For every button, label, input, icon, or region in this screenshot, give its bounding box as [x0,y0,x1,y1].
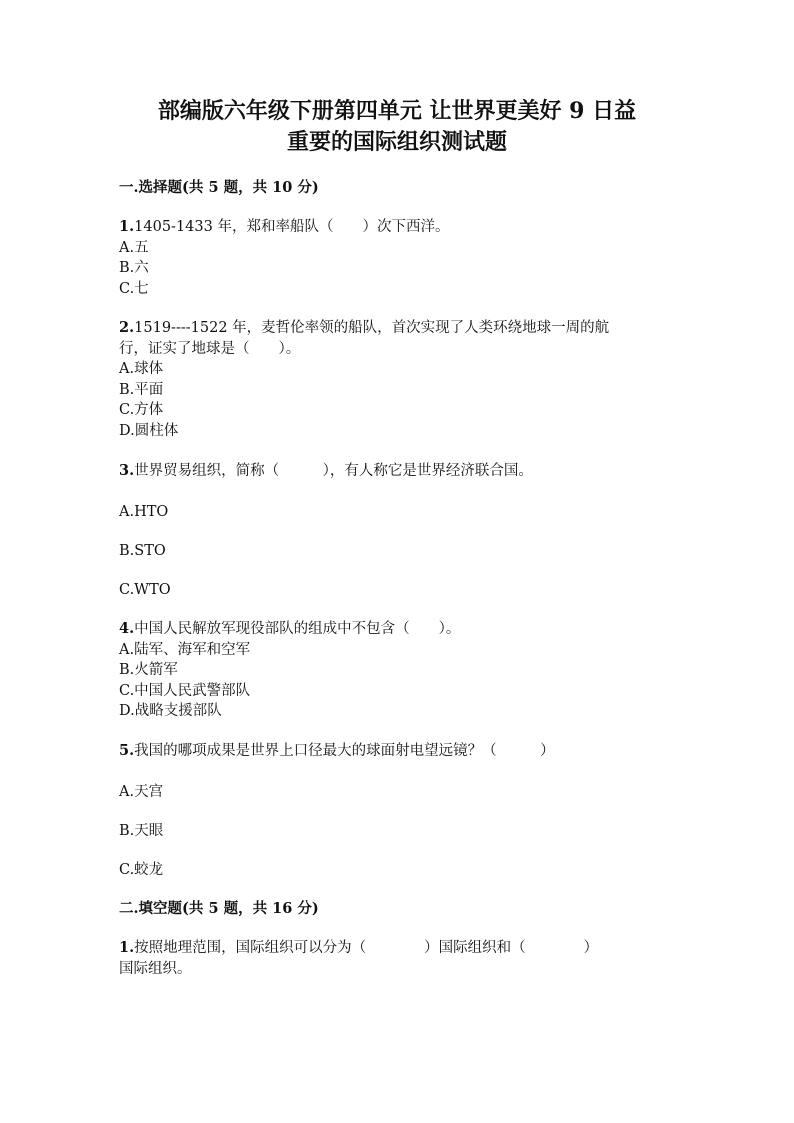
document-title [80,96,714,158]
question-number: 4. [119,620,135,637]
title-line-1: 部编版六年级下册第四单元 让世界更美好 9 日益 [157,98,637,124]
option-c: C.中国人民武警部队 [119,682,251,699]
option-a: A.五 [119,239,149,256]
question-stem [119,619,679,640]
option-c: C.方体 [119,402,164,419]
question-text: 我国的哪项成果是世界上口径最大的球面射电望远镜？（ ） [134,743,555,759]
question-number: 3. [119,462,135,479]
question-2 [119,318,679,442]
option-b: B.天眼 [119,823,164,839]
option-d: D.战略支援部队 [119,703,222,720]
question-stem [119,461,679,482]
question-number: 1. [119,218,135,235]
option-c: C.七 [119,280,149,297]
question-number: 2. [119,319,135,336]
question-stem [119,741,679,762]
title-line-2: 重要的国际组织测试题 [286,129,507,155]
question-number: 5. [119,742,135,759]
fill-question-1 [119,938,679,979]
question-stem [119,318,679,339]
option-b: B.平面 [119,381,164,398]
question-1 [119,217,679,299]
question-number: 1. [119,939,135,956]
option-a: A.HTO [119,504,169,520]
section-heading-choice: 一.选择题(共 5 题，共 10 分) [119,179,319,196]
question-text-cont: 国际组织。 [119,960,192,977]
question-stem [119,938,679,959]
question-text: 中国人民解放军现役部队的组成中不包含（ ）。 [134,621,461,637]
question-3 [119,461,679,482]
option-a: A.球体 [119,361,164,378]
question-text: 世界贸易组织，简称（ ），有人称它是世界经济联合国。 [134,463,533,479]
question-text: 1405-1433 年，郑和率船队（ ）次下西洋。 [134,219,450,235]
option-c: C.蛟龙 [119,862,164,878]
option-b: B.六 [119,260,149,277]
question-stem [119,217,679,238]
option-a: A.陆军、海军和空军 [119,641,251,658]
question-4 [119,619,679,722]
option-b: B.火箭军 [119,662,178,679]
question-text: 按照地理范围，国际组织可以分为（ ）国际组织和（ ） [134,940,599,956]
question-text: 1519----1522 年，麦哲伦率领的船队，首次实现了人类环绕地球一周的航 [134,320,610,336]
option-d: D.圆柱体 [119,422,179,439]
option-b: B.STO [119,543,166,559]
option-c: C.WTO [119,582,171,598]
section-heading-fill: 二.填空题(共 5 题，共 16 分) [119,900,319,917]
question-text-cont: 行，证实了地球是（ ）。 [119,340,301,357]
question-5 [119,741,679,762]
option-a: A.天宫 [119,784,164,800]
